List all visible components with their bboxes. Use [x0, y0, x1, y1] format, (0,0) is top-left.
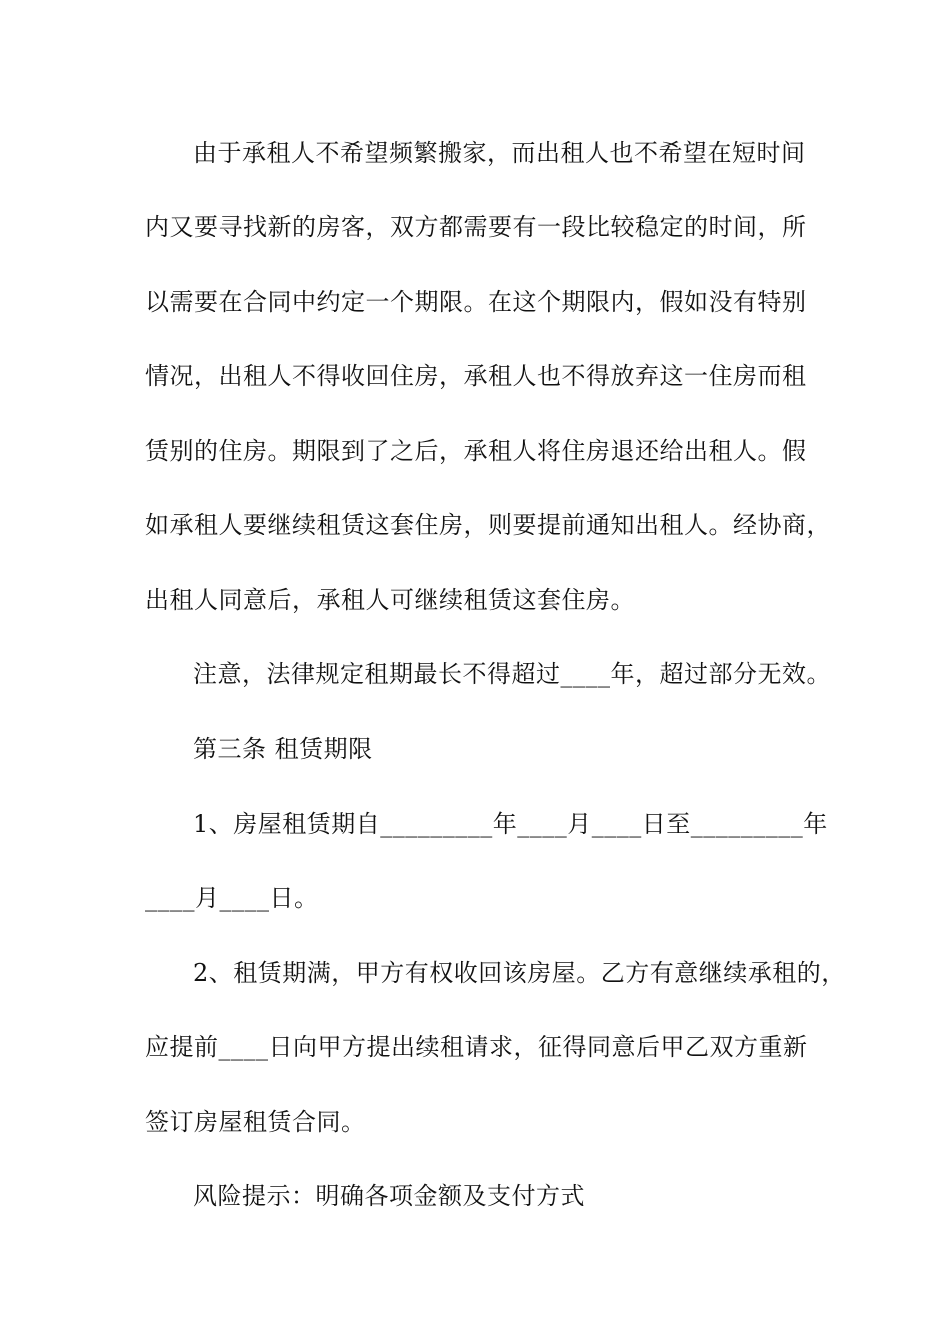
- clause-line: 1、房屋租赁期自_________年____月____日至_________年: [193, 810, 828, 838]
- clause-line: 应提前____日向甲方提出续租请求，征得同意后甲乙双方重新: [145, 1033, 808, 1061]
- clause-line: ____月____日。: [145, 884, 319, 912]
- article-heading: 第三条 租赁期限: [193, 735, 373, 763]
- paragraph-line: 出租人同意后，承租人可继续租赁这套住房。: [145, 586, 635, 614]
- paragraph-line: 如承租人要继续租赁这套住房，则要提前通知出租人。经协商，: [145, 511, 831, 539]
- clause-line: 2、租赁期满，甲方有权收回该房屋。乙方有意继续承租的，: [193, 959, 846, 987]
- paragraph-line: 以需要在合同中约定一个期限。在这个期限内，假如没有特别: [145, 288, 807, 316]
- paragraph-line: 内又要寻找新的房客，双方都需要有一段比较稳定的时间，所: [145, 213, 807, 241]
- paragraph-line: 由于承租人不希望频繁搬家，而出租人也不希望在短时间: [193, 139, 806, 167]
- paragraph-line: 赁别的住房。期限到了之后，承租人将住房退还给出租人。假: [145, 437, 807, 465]
- risk-note: 风险提示：明确各项金额及支付方式: [193, 1182, 585, 1210]
- paragraph-line: 情况，出租人不得收回住房，承租人也不得放弃这一住房而租: [145, 362, 807, 390]
- clause-line: 签订房屋租赁合同。: [145, 1108, 366, 1136]
- note-line: 注意，法律规定租期最长不得超过____年，超过部分无效。: [193, 660, 831, 688]
